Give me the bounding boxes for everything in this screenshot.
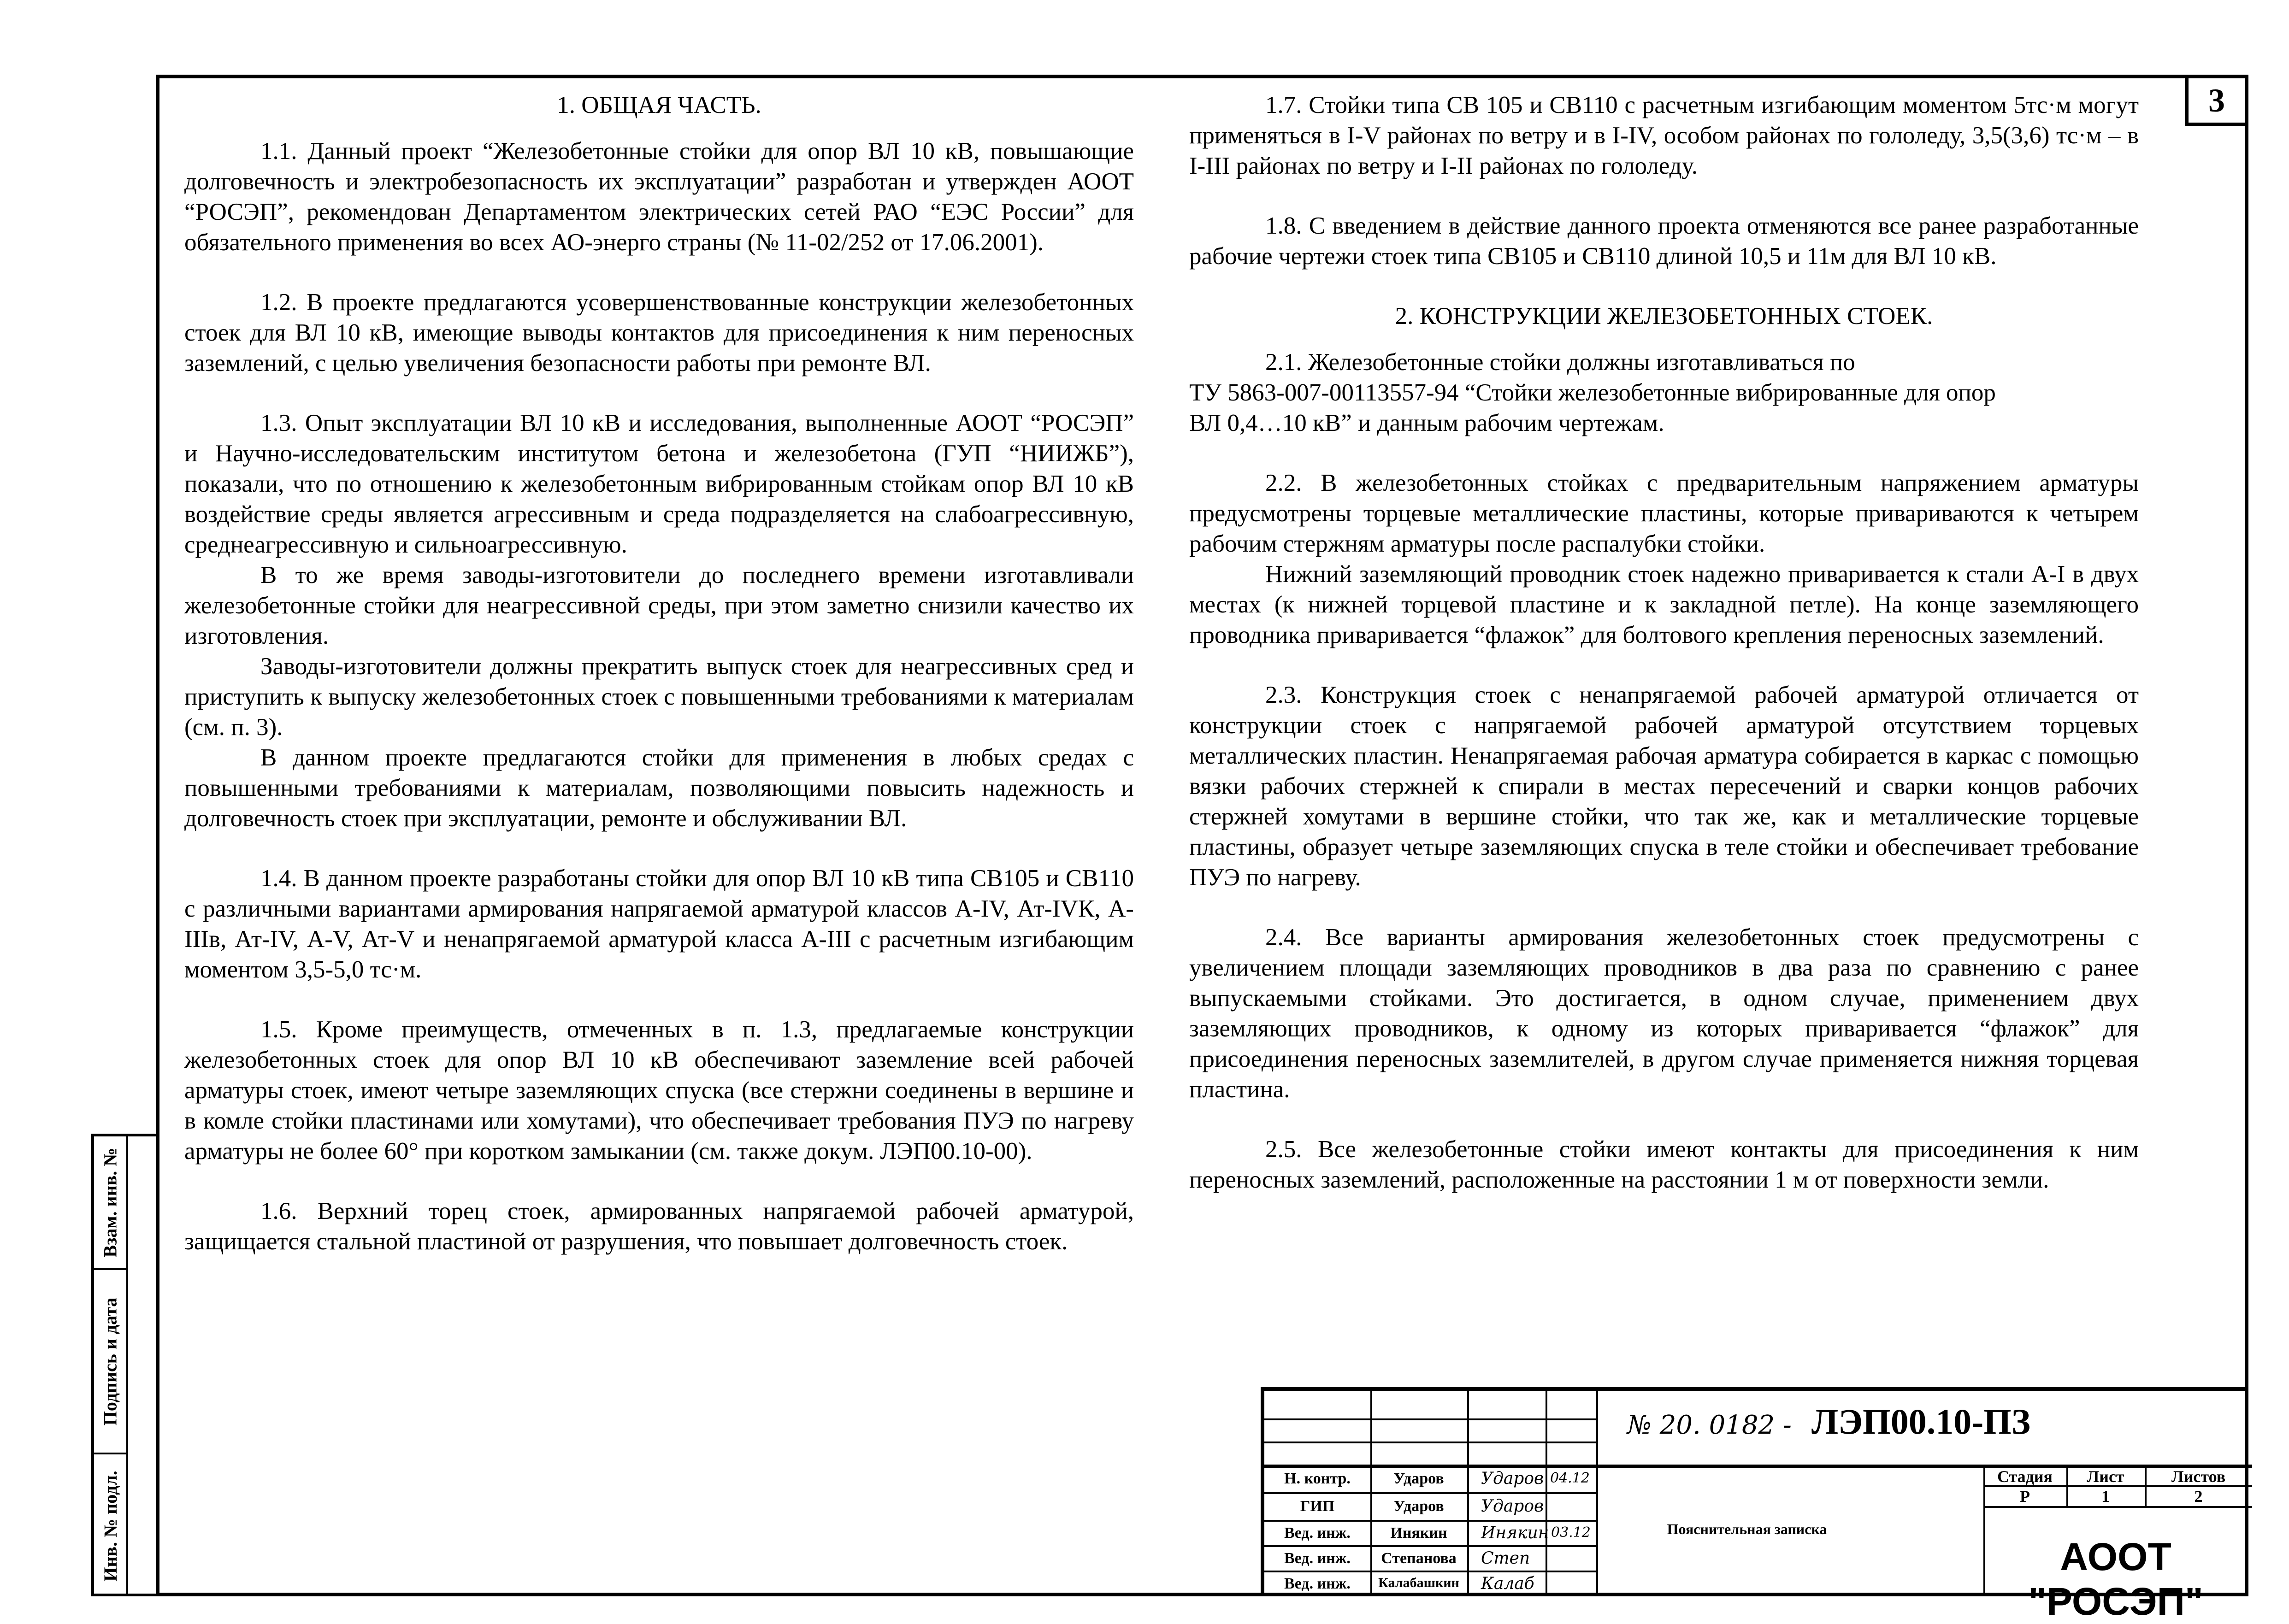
tb-signature: Ударов bbox=[1481, 1497, 1544, 1516]
paragraph-1-6: 1.6. Верхний торец стоек, армированных напрягаемой рабочей арматурой, защищается стальной пластиной от разрушения, что повышает долговечность стоек. bbox=[184, 1198, 1134, 1255]
paragraph-2-1-line-2: ТУ 5863-007-00113557-94 “Стойки железобетонные вибрированные для опор bbox=[1189, 379, 1996, 406]
sheets-label: Листов bbox=[2171, 1467, 2226, 1486]
paragraph-1-4: 1.4. В данном проекте разработаны стойки для опор ВЛ 10 кВ типа СВ105 и СВ110 с различными вариантами армирования напрягаемой арматурой классов А-IV, Ат-IVК, А-IIIв, Ат-IV, А-V, Ат-V и ненапрягаемой арматурой класса А-III с расчетным изгибающим моментом 3,5-5,0 тс·м. bbox=[184, 865, 1134, 983]
tb-role: Вед. инж. bbox=[1284, 1575, 1351, 1592]
stage-value: Р bbox=[2020, 1487, 2030, 1506]
strip-divider bbox=[126, 1136, 128, 1594]
paragraph-2-1-line-1: 2.1. Железобетонные стойки должны изготавливаться по bbox=[1265, 349, 1855, 376]
paragraph-2-3: 2.3. Конструкция стоек с ненапрягаемой рабочей арматурой отличается от конструкции стоек с напрягаемой рабочей арматурой отсутствием торцевых металлических пластин. Ненапрягаемая рабочая арматура собирается в каркас с помощью вязки рабочих стержней к спирали в местах пересечений и сварки концов рабочих стержней хомутами в вершине стойки, что так же, как и металлические торцевые пластины, образует четыре заземляющих спуска в теле стойки и обеспечивает требование ПУЭ по нагреву. bbox=[1189, 682, 2139, 891]
section-1-heading: 1. ОБЩАЯ ЧАСТЬ. bbox=[557, 92, 761, 118]
left-column bbox=[184, 90, 1134, 1286]
sheets-value: 2 bbox=[2194, 1487, 2203, 1506]
strip-cell-vzam-label bbox=[94, 1136, 126, 1270]
tb-signature: Ударов bbox=[1481, 1469, 1544, 1488]
tb-name: Степанова bbox=[1381, 1550, 1457, 1567]
tb-name: Инякин bbox=[1390, 1524, 1447, 1542]
tb-hline bbox=[1264, 1418, 1596, 1420]
paragraph-1-3-cont-2: Заводы-изготовители должны прекратить выпуск стоек для неагрессивных сред и приступить к выпуску железобетонных стоек с повышенными требованиями к материалам (см. п. 3). bbox=[184, 653, 1134, 741]
tb-hline bbox=[1264, 1571, 1596, 1572]
tb-date: 03.12 bbox=[1551, 1524, 1591, 1541]
document-code: ЛЭП00.10-ПЗ bbox=[1811, 1401, 2031, 1442]
paragraph-1-5: 1.5. Кроме преимуществ, отмеченных в п. 1.3, предлагаемые конструкции железобетонных стоек для опор ВЛ 10 кВ обеспечивают заземление всей рабочей арматуры стоек, имеют четыре заземляющих спуска (все стержни соединены в вершине и в комле стойки пластинами или хомутами), что обеспечивает требования ПУЭ по нагреву арматуры не более 60° при коротком замыкании (см. также докум. ЛЭП00.10-00). bbox=[184, 1016, 1134, 1165]
organization-name: АООТ "РОСЭП" bbox=[2028, 1535, 2203, 1623]
tb-name: Ударов bbox=[1393, 1498, 1444, 1515]
paragraph-1-1: 1.1. Данный проект “Железобетонные стойки для опор ВЛ 10 кВ, повышающие долговечность и электробезопасность их эксплуатации” разработан и утвержден АООТ “РОСЭП”, рекомендован Департаментом электрических сетей РАО “ЕЭС России” для обязательного применения во всех АО-энерго страны (№ 11-02/252 от 17.06.2001). bbox=[184, 138, 1134, 256]
tb-hline bbox=[1983, 1506, 2252, 1508]
tb-name: Ударов bbox=[1393, 1470, 1444, 1487]
document-title: Пояснительная записка bbox=[1667, 1521, 1827, 1537]
tb-role: Вед. инж. bbox=[1284, 1550, 1351, 1567]
paragraph-1-7: 1.7. Стойки типа СВ 105 и СВ110 с расчетным изгибающим моментом 5тс·м могут применяться в I-V районах по ветру и в I-IV, особом районах по гололеду, 3,5(3,6) тс·м – в I-III районах по ветру и I-II районах по гололеду. bbox=[1189, 92, 2139, 179]
section-2-heading: 2. КОНСТРУКЦИИ ЖЕЛЕЗОБЕТОННЫХ СТОЕК. bbox=[1395, 303, 1933, 330]
tb-hline bbox=[1264, 1492, 1596, 1494]
paragraph-1-3: 1.3. Опыт эксплуатации ВЛ 10 кВ и исследования, выполненные АООТ “РОСЭП” и Научно-исследовательским институтом бетона и железобетона (ГУП “НИИЖБ”), показали, что по отношению к железобетонным вибрированным стойкам опор ВЛ 10 кВ воздействие среды является агрессивным и среда подразделяется на слабоагрессивную, среднеагрессивную и сильноагрессивную. bbox=[184, 410, 1134, 558]
tb-role: ГИП bbox=[1300, 1498, 1335, 1515]
paragraph-2-2-cont: Нижний заземляющий проводник стоек надежно приваривается к стали А-I в двух местах (к нижней торцевой пластине и к закладной петле). На конце заземляющего проводника приваривается “флажок” для болтового крепления переносных заземлений. bbox=[1189, 561, 2139, 648]
paragraph-2-2: 2.2. В железобетонных стойках с предварительным напряжением арматуры предусмотрены торцевые металлические пластины, которые привариваются к четырем рабочим стержням арматуры после распалубки стойки. bbox=[1189, 470, 2139, 557]
strip-cell-inv-label bbox=[94, 1454, 126, 1597]
sign-date-label: Подпись и дата bbox=[100, 1297, 121, 1425]
paragraph-1-2: 1.2. В проекте предлагаются усовершенствованные конструкции железобетонных стоек для ВЛ 10 кВ, имеющие выводы контактов для присоединения к ним переносных заземлений, с целью увеличения безопасности работы при ремонте ВЛ. bbox=[184, 289, 1134, 377]
sheet-label: Лист bbox=[2087, 1467, 2124, 1486]
paragraph-2-4: 2.4. Все варианты армирования железобетонных стоек предусмотрены с увеличением площади заземляющих проводников в два раза по сравнению с ранее выпускаемыми стойками. Это достигается, в одном случае, применением двух заземляющих проводников, к одному из которых приваривается “флажок” для присоединения переносных заземлителей, в другом случае применяется нижняя торцевая пластина. bbox=[1189, 924, 2139, 1103]
tb-date: 04.12 bbox=[1550, 1470, 1590, 1486]
tb-signature: Инякин bbox=[1481, 1524, 1549, 1542]
inv-sub-label: Инв. № подл. bbox=[100, 1470, 121, 1582]
tb-hline bbox=[1264, 1442, 1596, 1443]
tb-name: Калабашкин bbox=[1378, 1575, 1459, 1590]
paragraph-2-5: 2.5. Все железобетонные стойки имеют контакты для присоединения к ним переносных заземлений, расположенные на расстоянии 1 м от поверхности земли. bbox=[1189, 1136, 2139, 1193]
tb-role: Вед. инж. bbox=[1284, 1524, 1351, 1542]
right-column bbox=[1189, 90, 2139, 1224]
stage-label: Стадия bbox=[1997, 1467, 2053, 1486]
tb-role: Н. контр. bbox=[1284, 1470, 1351, 1487]
paragraph-1-3-cont-1: В то же время заводы-изготовители до последнего времени изготавливали железобетонные стойки для неагрессивной среды, при этом заметно снизили качество их изготовления. bbox=[184, 562, 1134, 649]
tb-signature: Степ bbox=[1481, 1549, 1530, 1568]
sheet-number: 3 bbox=[2185, 75, 2248, 126]
margin-strip bbox=[91, 1134, 156, 1596]
vzam-inv-label: Взам. инв. № bbox=[100, 1147, 121, 1257]
handwritten-number: № 20. 0182 - bbox=[1627, 1410, 1792, 1440]
tb-signature: Калаб bbox=[1481, 1574, 1534, 1593]
strip-cell-sign-label bbox=[94, 1270, 126, 1454]
paragraph-2-1-line-3: ВЛ 0,4…10 кВ” и данным рабочим чертежам. bbox=[1189, 410, 1664, 436]
tb-hline bbox=[1264, 1520, 1596, 1522]
sheet-value: 1 bbox=[2101, 1487, 2110, 1506]
tb-vline bbox=[1596, 1391, 1598, 1596]
tb-hline bbox=[1264, 1545, 1596, 1547]
paragraph-1-3-cont-3: В данном проекте предлагаются стойки для применения в любых средах с повышенными требованиями к материалам, позволяющими повысить надежность и долговечность стоек при эксплуатации, ремонте и обслуживании ВЛ. bbox=[184, 744, 1134, 832]
paragraph-2-1 bbox=[1189, 347, 2139, 438]
paragraph-1-8: 1.8. С введением в действие данного проекта отменяются все ранее разработанные рабочие чертежи стоек типа СВ105 и СВ110 длиной 10,5 и 11м для ВЛ 10 кВ. bbox=[1189, 212, 2139, 270]
